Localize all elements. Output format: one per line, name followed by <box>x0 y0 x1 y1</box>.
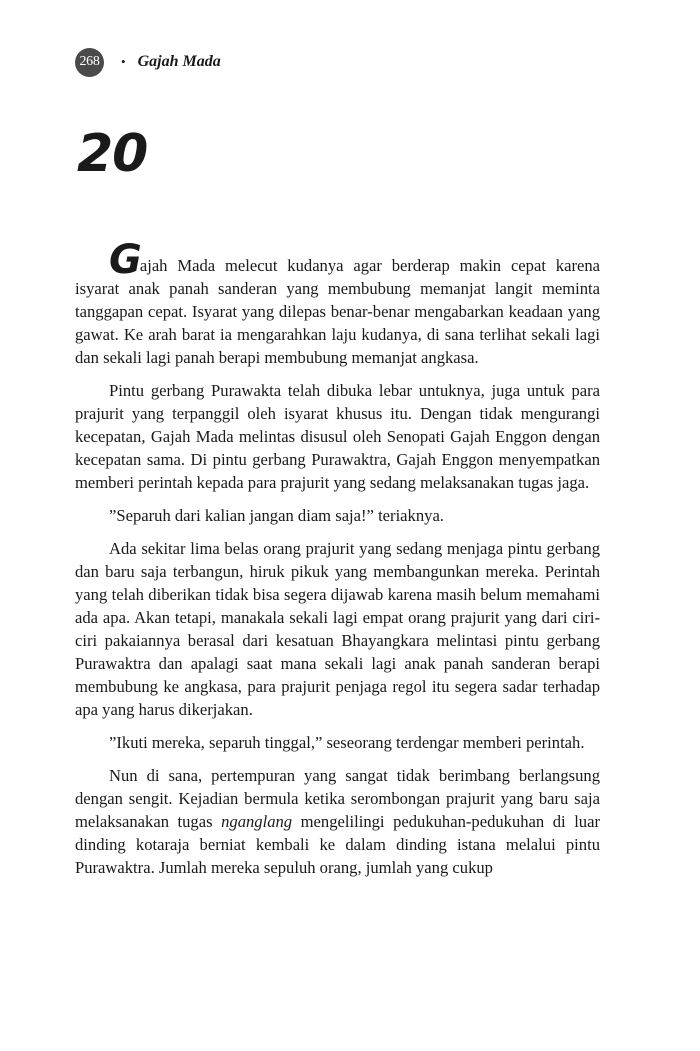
chapter-body <box>75 237 600 889</box>
paragraph-2: Pintu gerbang Purawakta telah dibuka lebar untuknya, juga untuk para prajurit yang terpanggil oleh isyarat khusus itu. Dengan tidak mengurangi kecepatan, Gajah Mada melintas disusul oleh Senopati Gajah Enggon dengan kecepatan sama. Di pintu gerbang Purawaktra, Gajah Enggon menyempatkan memberi perintah kepada para prajurit yang sedang melaksanakan tugas jaga. <box>75 381 600 492</box>
drop-cap: G <box>109 237 140 283</box>
chapter-number: 20 <box>77 124 148 184</box>
paragraph-6-italic-term: nganglang <box>221 812 293 831</box>
paragraph-1 <box>75 237 600 369</box>
running-title: Gajah Mada <box>137 53 221 70</box>
header-bullet: • <box>121 54 126 69</box>
page-number-badge: 268 <box>75 48 104 77</box>
paragraph-4: Ada sekitar lima belas orang prajurit yang sedang menjaga pintu gerbang dan baru saja terbangun, hiruk pikuk yang membangunkan mereka. Perintah yang telah diberikan tidak bisa segera dijawab karena masih belum memahami ada apa. Akan tetapi, manakala sekali lagi empat orang prajurit yang dari ciri-ciri pakaiannya berasal dari kesatuan Bhayangkara melintasi pintu gerbang Purawaktra dan apalagi saat mana sekali lagi anak panah sanderan berapi membubung ke angkasa, para prajurit penjaga regol itu segera sadar terhadap apa yang harus dikerjakan. <box>75 539 600 719</box>
running-header <box>75 47 221 77</box>
paragraph-6 <box>75 764 600 879</box>
paragraph-3: ”Separuh dari kalian jangan diam saja!” teriaknya. <box>109 506 444 525</box>
paragraph-6-text-before: Nun di sana, pertempuran yang sangat tidak berimbang berlangsung dengan sengit. Kejadian bermula ketika serombongan prajurit yang baru saja melaksanakan tugas <box>75 766 600 831</box>
paragraph-5: ”Ikuti mereka, separuh tinggal,” seseorang terdengar memberi perintah. <box>109 733 585 752</box>
paragraph-1-text: ajah Mada melecut kudanya agar berderap makin cepat karena isyarat anak panah sanderan yang membubung memanjat langit meminta tanggapan cepat. Isyarat yang dilepas benar-benar mengabarkan keadaan yang gawat. Ke arah barat ia mengarahkan laju kudanya, di sana terlihat sekali lagi dan sekali lagi panah berapi membubung memanjat angkasa. <box>75 256 600 367</box>
paragraph-6-text-after: mengelilingi pedukuhan-pedukuhan di luar dinding kotaraja berniat kembali ke dalam dinding istana melalui pintu Purawaktra. Jumlah mereka sepuluh orang, jumlah yang cukup <box>75 812 600 877</box>
